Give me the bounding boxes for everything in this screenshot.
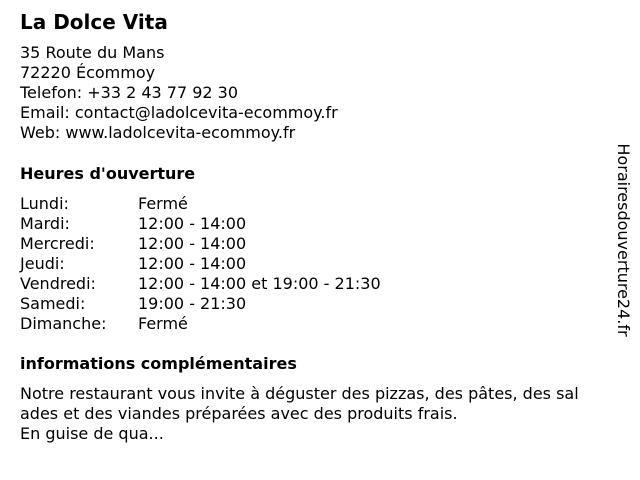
hours-row-wednesday [20, 234, 381, 254]
day-hours: 12:00 - 14:00 [138, 234, 247, 253]
business-name: La Dolce Vita [20, 10, 168, 34]
hours-row-friday [20, 274, 381, 294]
contact-block [20, 43, 338, 143]
day-label: Mercredi: [20, 234, 95, 253]
hours-row-monday [20, 194, 381, 214]
hours-row-sunday [20, 314, 381, 334]
hours-row-thursday [20, 254, 381, 274]
web-line: Web: www.ladolcevita-ecommoy.fr [20, 123, 296, 142]
description-line: ades et des viandes préparées avec des produits frais. [20, 404, 458, 423]
day-label: Mardi: [20, 214, 70, 233]
email-line: Email: contact@ladolcevita-ecommoy.fr [20, 103, 338, 122]
day-label: Lundi: [20, 194, 69, 213]
description-line: En guise de qua... [20, 424, 164, 443]
day-hours: 19:00 - 21:30 [138, 294, 247, 313]
day-label: Samedi: [20, 294, 86, 313]
hours-heading: Heures d'ouverture [20, 164, 196, 183]
day-label: Vendredi: [20, 274, 96, 293]
hours-row-saturday [20, 294, 381, 314]
street-address: 35 Route du Mans [20, 43, 165, 62]
day-hours: 12:00 - 14:00 [138, 214, 247, 233]
hours-table [20, 194, 381, 334]
info-heading: informations complémentaires [20, 354, 297, 373]
description-text [20, 384, 630, 444]
phone-line: Telefon: +33 2 43 77 92 30 [20, 83, 239, 102]
description-line: Notre restaurant vous invite à déguster des pizzas, des pâtes, des sal [20, 384, 579, 403]
day-hours: 12:00 - 14:00 [138, 254, 247, 273]
hours-row-tuesday [20, 214, 381, 234]
day-hours: Fermé [138, 194, 188, 213]
day-label: Dimanche: [20, 314, 107, 333]
day-hours: 12:00 - 14:00 et 19:00 - 21:30 [138, 274, 381, 293]
day-label: Jeudi: [20, 254, 65, 273]
site-watermark: Horairesdouverture24.fr [614, 143, 633, 337]
day-hours: Fermé [138, 314, 188, 333]
city-line: 72220 Écommoy [20, 63, 156, 82]
